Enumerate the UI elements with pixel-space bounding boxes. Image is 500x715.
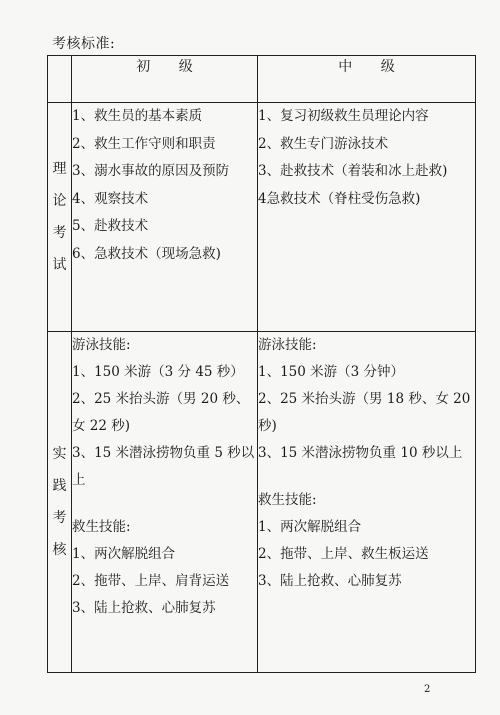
list-item: 3、赴救技术（着装和冰上赴救): [258, 163, 448, 179]
list-item: 2、救生工作守则和职责: [72, 135, 216, 152]
row-label-theory: 理 论 考 试: [48, 103, 72, 332]
theory-intermediate-cell: [258, 103, 476, 332]
list-item: 3、15 米潜泳捞物负重 5 秒以上: [72, 445, 255, 488]
swim-skills-title: 游泳技能:: [72, 337, 131, 353]
list-item: 4、观察技术: [72, 190, 149, 207]
list-item: 4急救技术（脊柱受伤急救): [258, 190, 421, 207]
list-item: 1、复习初级救生员理论内容: [258, 108, 429, 124]
list-item: 1、救生员的基本素质: [72, 108, 203, 124]
page-number: 2: [424, 684, 431, 695]
column-header-basic: 初 级: [72, 56, 258, 103]
theory-basic-cell: [72, 103, 258, 332]
theory-exam-row: [48, 103, 476, 332]
list-item: 3、溺水事故的原因及预防: [72, 163, 230, 179]
list-item: 2、25 米抬头游（男 18 秒、女 20 秒): [258, 391, 471, 434]
list-item: 2、拖带、上岸、救生板运送: [258, 546, 429, 562]
practice-assessment-row: [48, 332, 476, 673]
list-item: 2、救生专门游泳技术: [258, 135, 389, 152]
assessment-standards-table: [47, 55, 476, 673]
rescue-skills-title: 救生技能:: [258, 492, 317, 508]
table-header-row: [48, 56, 476, 103]
list-item: 1、两次解脱组合: [72, 546, 176, 562]
list-item: 1、150 米游（3 分 45 秒）: [72, 364, 244, 380]
row-label-practice: 实 践 考 核: [48, 332, 72, 673]
list-item: 3、15 米潜泳捞物负重 10 秒以上: [258, 445, 463, 461]
section-heading: 考核标准:: [52, 36, 116, 52]
list-item: 6、急救技术（现场急救): [72, 245, 221, 262]
list-item: 1、两次解脱组合: [258, 519, 362, 535]
list-item: 3、陆上抢救、心肺复苏: [72, 600, 216, 616]
list-item: 2、拖带、上岸、肩背运送: [72, 573, 230, 589]
list-item: 1、150 米游（3 分钟）: [258, 364, 405, 380]
swim-skills-title: 游泳技能:: [258, 337, 317, 353]
column-header-intermediate: 中 级: [258, 56, 476, 103]
rescue-skills-title: 救生技能:: [72, 519, 131, 535]
corner-cell: [48, 56, 72, 103]
list-item: 2、25 米抬头游（男 20 秒、女 22 秒): [72, 391, 250, 434]
practice-intermediate-cell: [258, 332, 476, 673]
list-item: 3、陆上抢救、心肺复苏: [258, 573, 402, 589]
practice-basic-cell: [72, 332, 258, 673]
list-item: 5、赴救技术: [72, 218, 149, 234]
